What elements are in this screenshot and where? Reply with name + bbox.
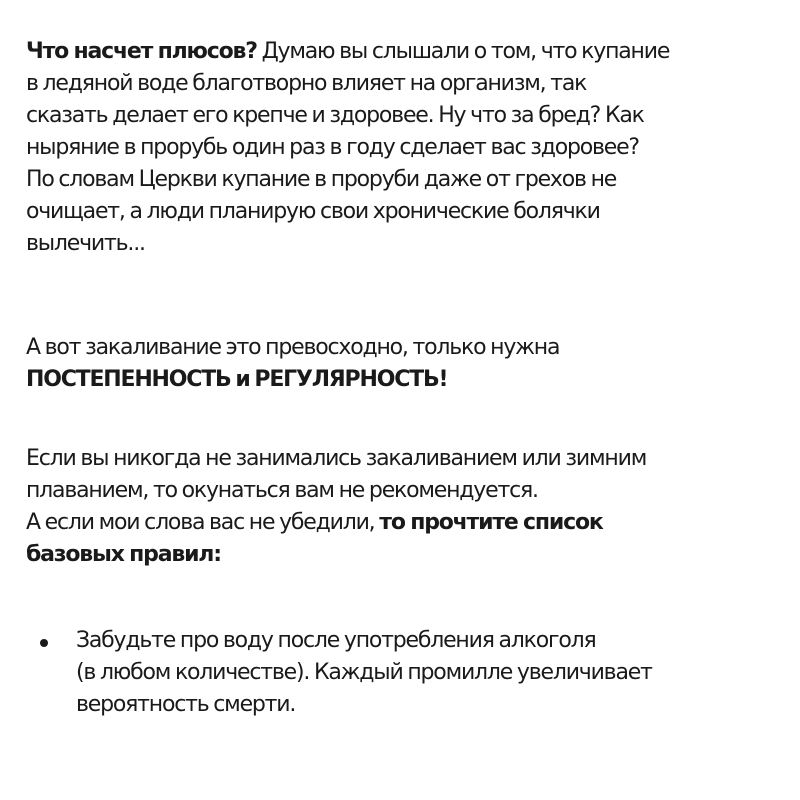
paragraph-warning — [26, 443, 778, 571]
text-span: Думаю вы слышали о том, что купание — [261, 39, 670, 64]
list-item-text — [76, 625, 652, 721]
text-span: А если мои слова вас не убедили, — [26, 510, 375, 535]
paragraph-hardening — [26, 332, 778, 396]
rules-callout-bold-line: базовых правил: — [26, 542, 221, 567]
rules-callout-bold: то прочтите список — [379, 510, 603, 535]
text-line: вылечить... — [26, 231, 145, 256]
text-line: плаванием, то окунаться вам не рекомендуется. — [26, 478, 538, 503]
text-line — [26, 507, 778, 539]
text-line: вероятность смерти. — [76, 692, 296, 717]
text-line: Забудьте про воду после употребления алкоголя — [76, 628, 596, 653]
text-line: очищает, а люди планирую свои хронические болячки — [26, 199, 600, 224]
text-line: (в любом количестве). Каждый промилле увеличивает — [76, 660, 652, 685]
text-line: в ледяной воде благотворно влияет на организм, так — [26, 71, 587, 96]
text-line: Если вы никогда не занимались закаливанием или зимним — [26, 446, 647, 471]
text-line: ныряние в прорубь один раз в году сделает вас здоровее? — [26, 135, 639, 160]
text-line — [26, 364, 778, 396]
emphasis-gradualness: ПОСТЕПЕННОСТЬ — [26, 367, 231, 392]
text-line: сказать делает его крепче и здоровее. Ну что за бред? Как — [26, 103, 644, 128]
text-line — [26, 36, 778, 68]
paragraph-pros — [26, 36, 778, 260]
paragraph-lead-bold: Что насчет плюсов? — [26, 39, 257, 64]
emphasis-conjunction: и — [235, 367, 250, 392]
emphasis-regularity: РЕГУЛЯРНОСТЬ! — [254, 367, 448, 392]
bullet-icon — [40, 639, 48, 647]
text-line: А вот закаливание это превосходно, только нужна — [26, 335, 560, 360]
text-line: По словам Церкви купание в проруби даже от грехов не — [26, 167, 617, 192]
